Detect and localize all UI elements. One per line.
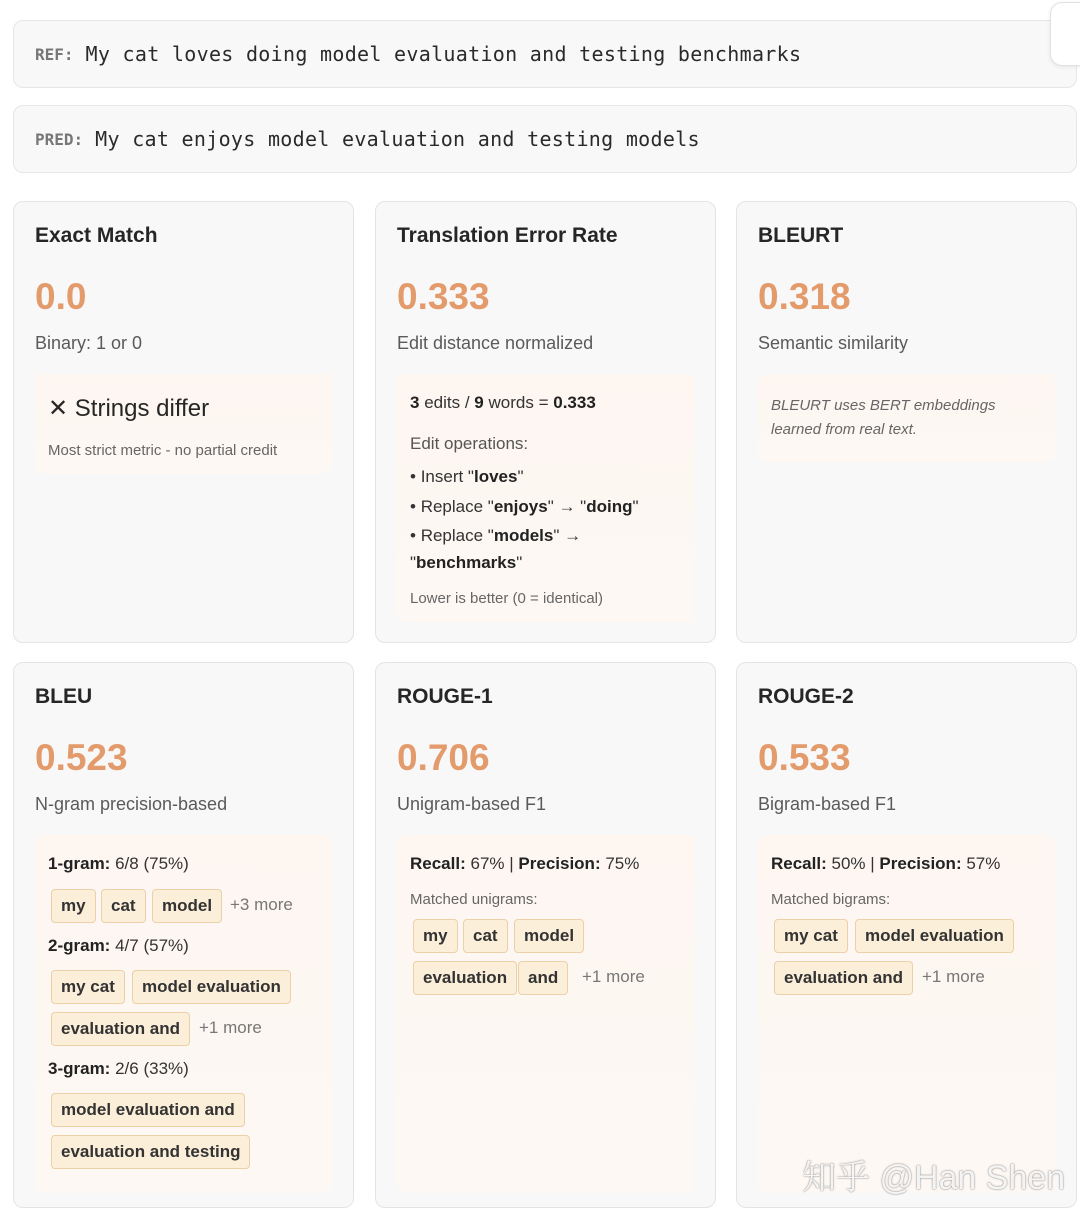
pred-tag: PRED:: [35, 129, 84, 149]
rouge1-detail: [397, 835, 694, 1193]
ref-text: My cat loves doing model evaluation and testing benchmarks: [85, 42, 802, 66]
ter-op-replace-2-cont: "benchmarks": [410, 553, 523, 572]
metric-score: 0.533: [758, 737, 851, 778]
ngram-chip: model: [152, 889, 222, 923]
more-count: +3 more: [230, 895, 293, 914]
bleu-1gram-label: 1-gram: 6/8 (75%): [48, 854, 189, 873]
bleu-3gram-label: 3-gram: 2/6 (33%): [48, 1059, 189, 1078]
metric-subtitle: Semantic similarity: [758, 333, 909, 353]
ngram-chip: model evaluation: [132, 970, 291, 1004]
ngram-chip: my cat: [51, 970, 125, 1004]
rouge2-card: [736, 662, 1077, 1208]
card-title: BLEURT: [758, 224, 844, 247]
metric-score: 0.318: [758, 276, 851, 317]
card-title: ROUGE-1: [397, 685, 493, 708]
more-count: +1 more: [199, 1018, 262, 1037]
rouge2-recall-precision: Recall: 50% | Precision: 57%: [771, 854, 1001, 873]
rouge2-matched-label: Matched bigrams:: [771, 891, 891, 908]
ngram-chip: cat: [101, 889, 146, 923]
card-title: Translation Error Rate: [397, 224, 618, 247]
ngram-chip: evaluation and: [51, 1012, 190, 1046]
ngram-chip: my: [51, 889, 96, 923]
metric-subtitle: Bigram-based F1: [758, 794, 897, 814]
card-title: ROUGE-2: [758, 685, 854, 708]
rouge1-card: [375, 662, 716, 1208]
ngram-chip: evaluation and: [774, 961, 913, 995]
bleu-detail: [35, 835, 332, 1193]
bleurt-note-line2: learned from real text.: [771, 421, 917, 438]
rouge1-matched-label: Matched unigrams:: [410, 891, 538, 908]
ref-tag: REF:: [35, 44, 74, 64]
ter-detail: [397, 374, 694, 622]
ter-op-insert: • Insert "loves": [410, 467, 524, 486]
exact-match-result: ✕ Strings differ: [48, 395, 210, 422]
bleurt-note-line1: BLEURT uses BERT embeddings: [771, 397, 996, 414]
metric-subtitle: Binary: 1 or 0: [35, 333, 143, 353]
cross-icon: ✕: [48, 395, 69, 422]
more-count: +1 more: [582, 967, 645, 986]
ter-ops-title: Edit operations:: [410, 434, 529, 453]
metric-subtitle: Unigram-based F1: [397, 794, 547, 814]
metric-score: 0.333: [397, 276, 490, 317]
more-count: +1 more: [922, 967, 985, 986]
ngram-chip: model evaluation and: [51, 1093, 245, 1127]
ter-op-replace-2: • Replace "models" →: [410, 526, 582, 545]
ngram-chip: model evaluation: [855, 919, 1014, 953]
ngram-chip: my cat: [774, 919, 848, 953]
ngram-chip: evaluation: [413, 961, 517, 995]
ngram-chip: cat: [463, 919, 508, 953]
ngram-chip: evaluation and testing: [51, 1135, 250, 1169]
ter-card: [375, 201, 716, 643]
pred-text: My cat enjoys model evaluation and testing models: [95, 127, 700, 151]
metric-score: 0.706: [397, 737, 490, 778]
metric-subtitle: Edit distance normalized: [397, 333, 594, 353]
ngram-chip: my: [413, 919, 458, 953]
rouge1-recall-precision: Recall: 67% | Precision: 75%: [410, 854, 640, 873]
ter-note: Lower is better (0 = identical): [410, 590, 604, 607]
bleurt-card: [736, 201, 1077, 643]
rouge2-detail: [758, 835, 1055, 1193]
side-panel-tab[interactable]: [1050, 2, 1080, 66]
bleu-card: [13, 662, 354, 1208]
exact-match-note: Most strict metric - no partial credit: [48, 442, 278, 459]
exact-match-card: [13, 201, 354, 643]
metric-score: 0.523: [35, 737, 128, 778]
prediction-strip: [13, 105, 1077, 173]
ter-computation: 3 edits / 9 words = 0.333: [410, 393, 596, 412]
ter-op-replace-1: • Replace "enjoys" → "doing": [410, 497, 639, 516]
bleurt-detail: [758, 374, 1055, 462]
watermark: 知乎 @Han Shen: [802, 1159, 1066, 1197]
bleu-2gram-label: 2-gram: 4/7 (57%): [48, 936, 189, 955]
reference-strip: [13, 20, 1077, 88]
metric-subtitle: N-gram precision-based: [35, 794, 228, 814]
metric-score: 0.0: [35, 276, 87, 317]
card-title: BLEU: [35, 685, 93, 708]
card-title: Exact Match: [35, 224, 158, 247]
ngram-chip: and: [518, 961, 568, 995]
exact-match-detail: [35, 374, 332, 474]
ngram-chip: model: [514, 919, 584, 953]
